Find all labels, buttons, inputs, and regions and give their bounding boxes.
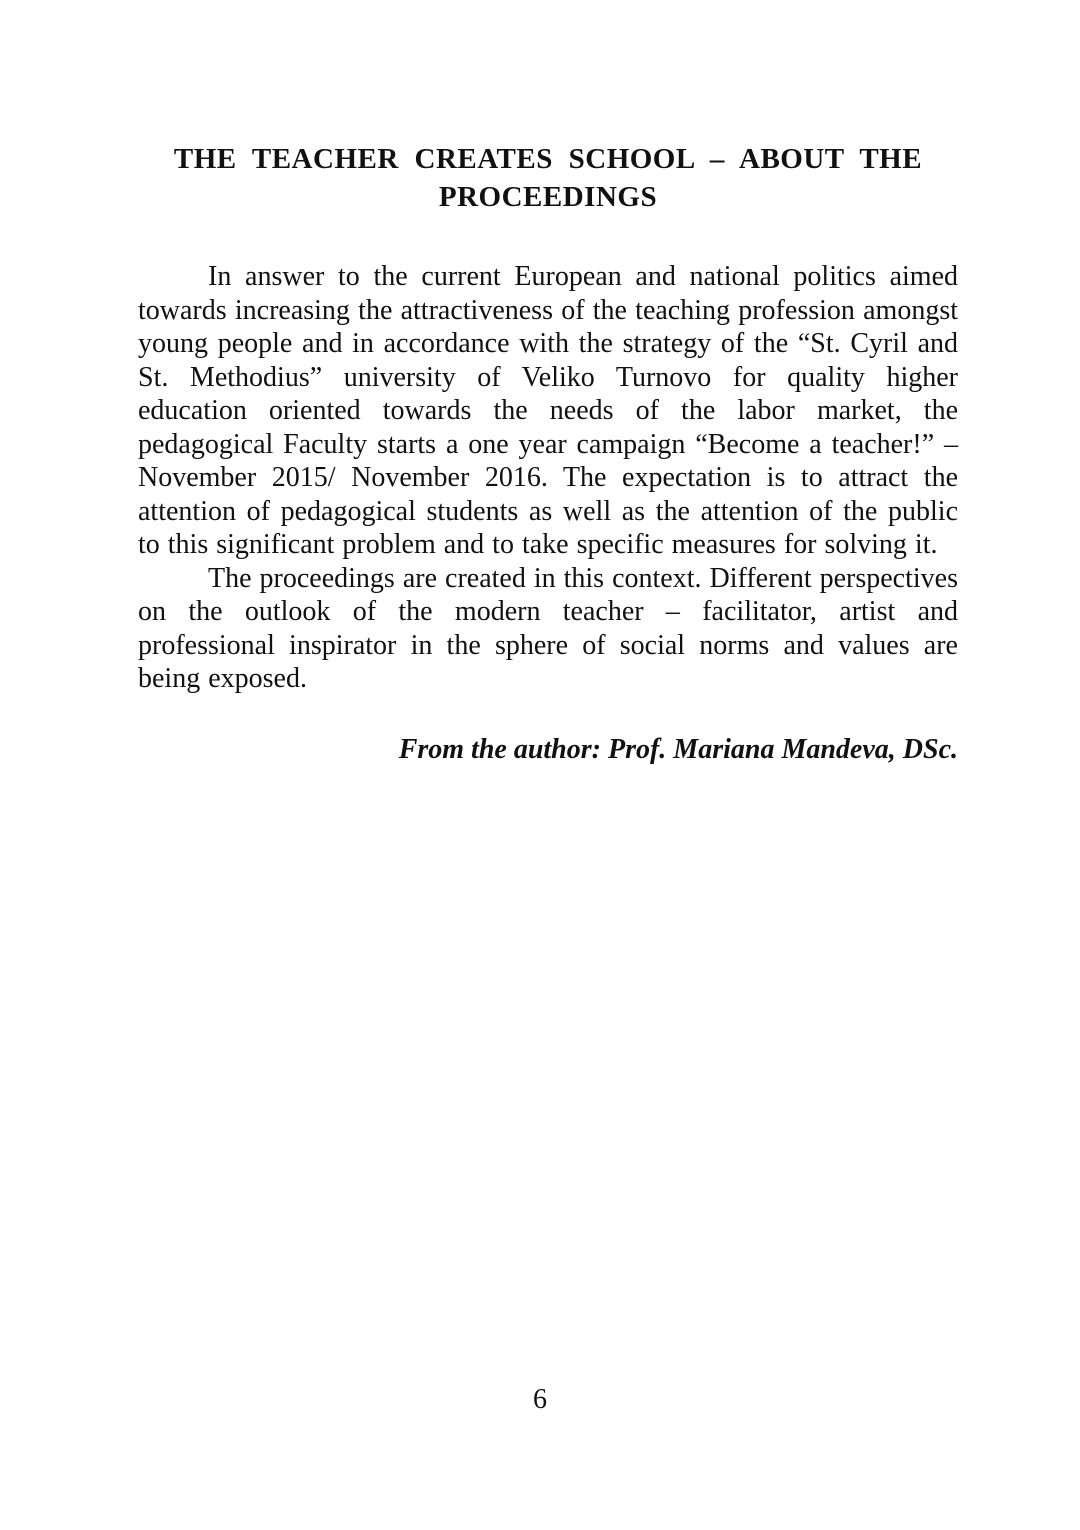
page-content: [138, 140, 958, 766]
paragraph-intro: In answer to the current European and national politics aimed towards increasing the attractiveness of the teaching profession amongst young people and in accordance with the strategy of the “St. Cyril and St. Methodius” university of Veliko Turnovo for quality higher education oriented towards the needs of the labor market, the pedagogical Faculty starts a one year campaign “Become a teacher!” – November 2015/ November 2016. The expectation is to attract the attention of pedagogical students as well as the attention of the public to this significant problem and to take specific measures for solving it.: [138, 261, 958, 560]
author-attribution: From the author: Prof. Mariana Mandeva, DSc.: [398, 733, 958, 765]
page-title: THE TEACHER CREATES SCHOOL – ABOUT THE PROCEEDINGS: [173, 143, 923, 213]
paragraph-context: The proceedings are created in this context. Different perspectives on the outlook of the modern teacher – facilitator, artist and professional inspirator in the sphere of social norms and values are being exposed.: [138, 562, 958, 694]
page-number: 6: [533, 1384, 547, 1415]
